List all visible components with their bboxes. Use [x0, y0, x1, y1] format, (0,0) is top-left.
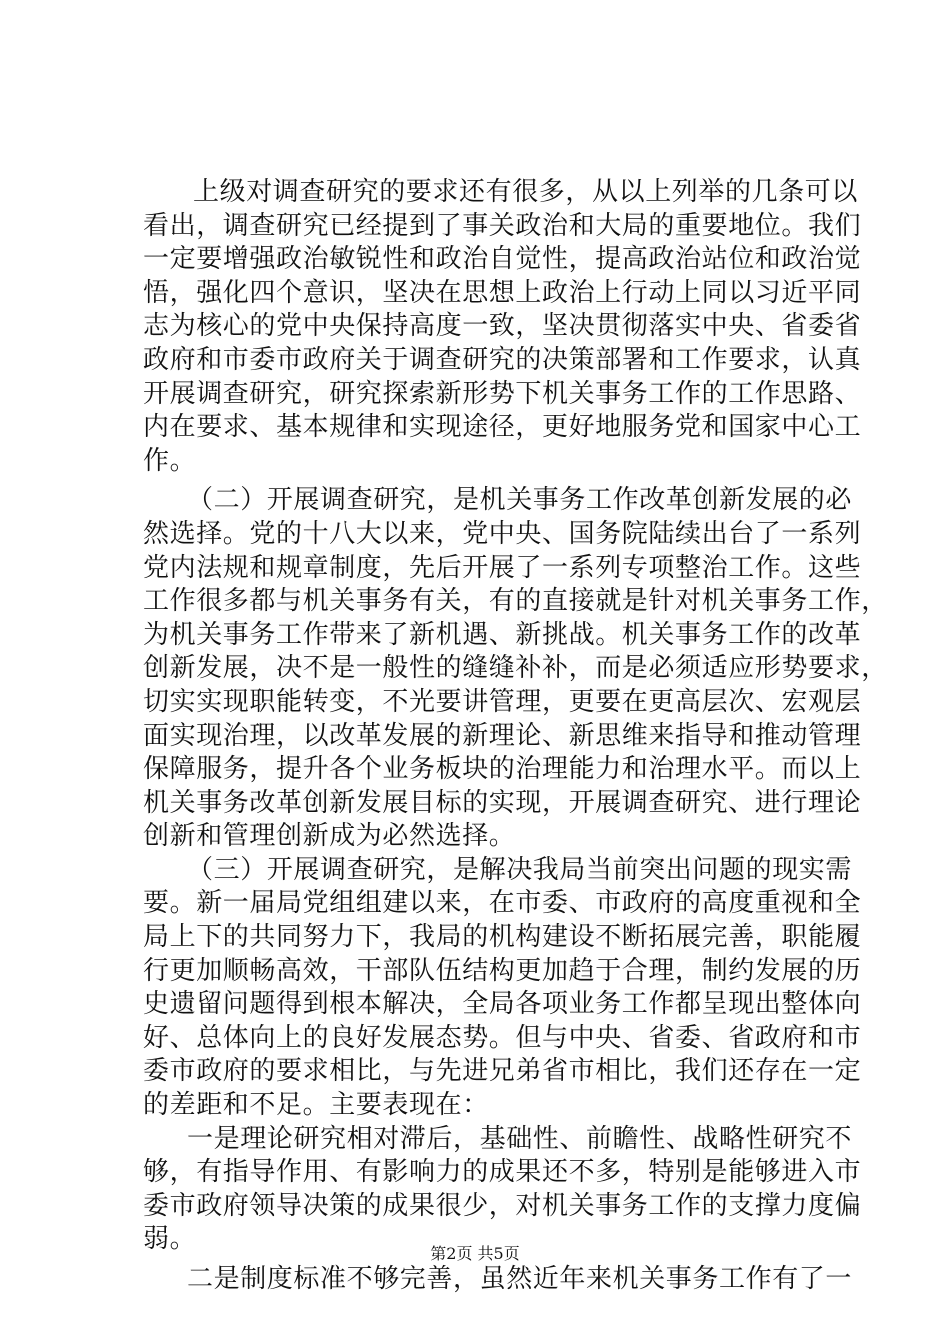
text-line: （三）开展调查研究，是解决我局当前突出问题的现实需 — [187, 854, 853, 885]
text-line: 志为核心的党中央保持高度一致，坚决贯彻落实中央、省委省 — [143, 311, 862, 342]
text-line: 工作很多都与机关事务有关，有的直接就是针对机关事务工作， — [143, 586, 888, 617]
text-line: 作。 — [143, 445, 197, 476]
text-line: 的差距和不足。主要表现在： — [143, 1090, 489, 1121]
text-line: 内在要求、基本规律和实现途径，更好地服务党和国家中心工 — [143, 412, 862, 443]
text-line: 面实现治理，以改革发展的新理论、新思维来指导和推动管理 — [143, 720, 862, 751]
text-line: 创新发展，决不是一般性的缝缝补补，而是必须适应形势要求， — [143, 653, 888, 684]
text-line: 委市政府的要求相比，与先进兄弟省市相比，我们还存在一定 — [143, 1056, 862, 1087]
text-line: 好、总体向上的良好发展态势。但与中央、省委、省政府和市 — [143, 1022, 862, 1053]
text-line: 保障服务，提升各个业务板块的治理能力和治理水平。而以上 — [143, 754, 862, 785]
page-number-footer: 第2页 共5页 — [430, 1244, 520, 1263]
text-line: 够，有指导作用、有影响力的成果还不多，特别是能够进入市 — [143, 1157, 862, 1188]
text-line: 机关事务改革创新发展目标的实现，开展调查研究、进行理论 — [143, 787, 862, 818]
text-line: 党内法规和规章制度，先后开展了一系列专项整治工作。这些 — [143, 552, 862, 583]
document-body — [143, 176, 888, 1297]
paragraph — [143, 854, 862, 1123]
text-line: 一是理论研究相对滞后，基础性、前瞻性、战略性研究不 — [187, 1123, 853, 1154]
text-line: 史遗留问题得到根本解决，全局各项业务工作都呈现出整体向 — [143, 989, 862, 1020]
paragraph — [143, 176, 862, 478]
text-line: 弱。 — [143, 1224, 197, 1255]
text-line: 行更加顺畅高效，干部队伍结构更加趋于合理，制约发展的历 — [143, 955, 862, 986]
text-line: 然选择。党的十八大以来，党中央、国务院陆续出台了一系列 — [143, 518, 862, 549]
text-line: 开展调查研究，研究探索新形势下机关事务工作的工作思路、 — [143, 378, 862, 409]
text-line: 政府和市委市政府关于调查研究的决策部署和工作要求，认真 — [143, 344, 862, 375]
paragraph — [143, 1263, 853, 1297]
text-line: 要。新一届局党组组建以来，在市委、市政府的高度重视和全 — [143, 888, 862, 919]
text-line: 二是制度标准不够完善，虽然近年来机关事务工作有了一 — [187, 1264, 853, 1294]
text-line: （二）开展调查研究，是机关事务工作改革创新发展的必 — [187, 485, 853, 516]
text-line: 切实实现职能转变，不光要讲管理，更要在更高层次、宏观层 — [143, 686, 862, 717]
text-line: 上级对调查研究的要求还有很多，从以上列举的几条可以 — [193, 177, 859, 207]
text-line: 一定要增强政治敏锐性和政治自觉性，提高政治站位和政治觉 — [143, 244, 862, 275]
text-line: 看出，调查研究已经提到了事关政治和大局的重要地位。我们 — [143, 210, 862, 241]
text-line: 局上下的共同努力下，我局的机构建设不断拓展完善，职能履 — [143, 922, 862, 953]
text-line: 创新和管理创新成为必然选择。 — [143, 821, 516, 852]
text-line: 为机关事务工作带来了新机遇、新挑战。机关事务工作的改革 — [143, 619, 862, 650]
paragraph — [143, 1123, 862, 1257]
text-line: 悟，强化四个意识，坚决在思想上政治上行动上同以习近平同 — [143, 277, 862, 308]
paragraph — [143, 484, 888, 854]
text-line: 委市政府领导决策的成果很少，对机关事务工作的支撑力度偏 — [143, 1190, 862, 1221]
